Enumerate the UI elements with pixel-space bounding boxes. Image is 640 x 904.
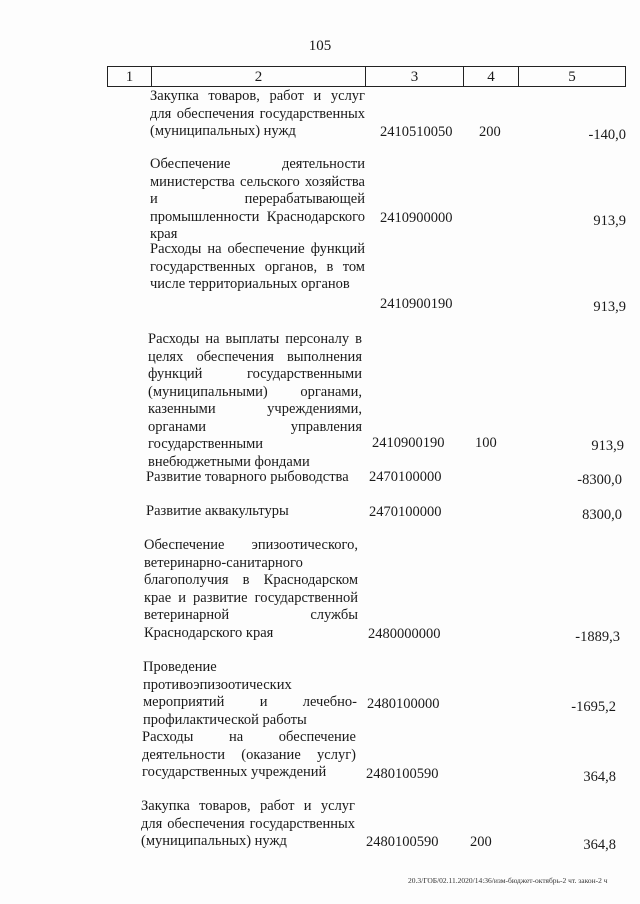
row-description: Развитие товарного рыбоводства [146,469,349,485]
row-code: 2470100000 [369,504,442,520]
row-code: 2470100000 [369,469,442,485]
row-code: 2410510050 [380,124,453,140]
row-description: Расходы на выплаты персоналу в целях обеспечения выполнения функций государственными (муниципальными) органами, казенными учреждениями, органами управления государственными внебюджетными фондами [148,331,362,470]
row-amount: -8300,0 [577,472,622,488]
row-amount: 8300,0 [582,507,622,523]
row-description: Проведение противоэпизоотических мероприятий и лечебно-профилактической работы [143,659,357,728]
row-description: Обеспечение деятельности министерства сельского хозяйства и перерабатывающей промышленности Краснодарского края [150,156,365,242]
row-code: 2480000000 [368,626,441,642]
row-description: Обеспечение эпизоотического, ветеринарно-санитарного благополучия в Краснодарском крае и развитие государственной ветеринарной службы Краснодарского края [144,537,358,641]
row-description: Расходы на обеспечение функций государственных органов, в том числе территориальных органов [150,241,365,292]
row-code: 2410900190 [372,435,445,451]
row-description: Расходы на обеспечение деятельности (оказание услуг) государственных учреждений [142,729,356,780]
row-amount: -140,0 [588,127,626,143]
column-header-4: 4 [463,66,518,87]
row-amount: 364,8 [583,837,616,853]
row-code: 2410900190 [380,296,453,312]
document-footer: 20.3/ГОБ/02.11.2020/14:36/изм-бюджет-октябрь-2 чт. закон-2 ч [408,876,608,885]
row-expense-type: 100 [475,435,497,451]
row-amount: -1889,3 [575,629,620,645]
row-description: Закупка товаров, работ и услуг для обеспечения государственных (муниципальных) нужд [141,798,355,849]
row-amount: 913,9 [593,299,626,315]
page-number: 105 [308,38,332,54]
row-code: 2480100590 [366,834,439,850]
row-amount: -1695,2 [571,699,616,715]
row-code: 2480100000 [367,696,440,712]
column-header-5: 5 [518,66,626,87]
column-header-3: 3 [365,66,463,87]
row-description: Закупка товаров, работ и услуг для обеспечения государственных (муниципальных) нужд [150,88,365,139]
row-amount: 913,9 [593,213,626,229]
column-header-2: 2 [151,66,365,87]
row-code: 2480100590 [366,766,439,782]
row-expense-type: 200 [479,124,501,140]
column-header-1: 1 [107,66,151,87]
row-amount: 364,8 [583,769,616,785]
row-expense-type: 200 [470,834,492,850]
row-description: Развитие аквакультуры [146,503,289,519]
row-code: 2410900000 [380,210,453,226]
row-amount: 913,9 [591,438,624,454]
